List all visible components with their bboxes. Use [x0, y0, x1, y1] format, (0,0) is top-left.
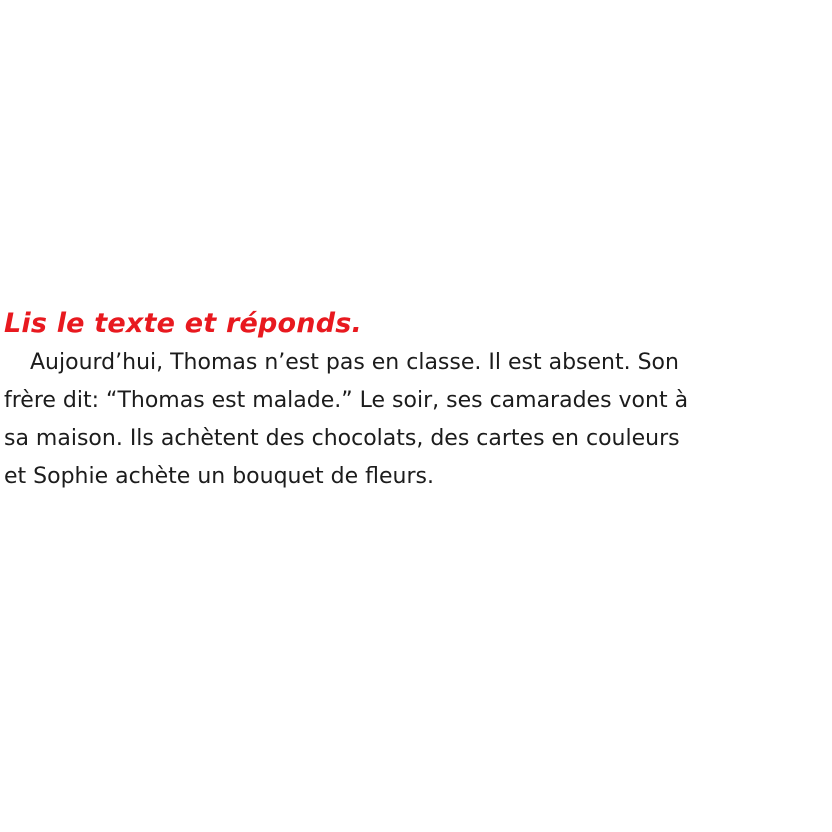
- exercise-block: [4, 304, 828, 496]
- reading-passage: [4, 344, 828, 496]
- passage-line: et Sophie achète un bouquet de fleurs.: [4, 464, 434, 489]
- passage-line: sa maison. Ils achètent des chocolats, des cartes en couleurs: [4, 426, 680, 451]
- passage-line: frère dit: “Thomas est malade.” Le soir, ses camarades vont à: [4, 388, 689, 413]
- exercise-instruction: Lis le texte et réponds.: [4, 308, 362, 339]
- passage-line: Aujourd’hui, Thomas n’est pas en classe. Il est absent. Son: [30, 350, 679, 375]
